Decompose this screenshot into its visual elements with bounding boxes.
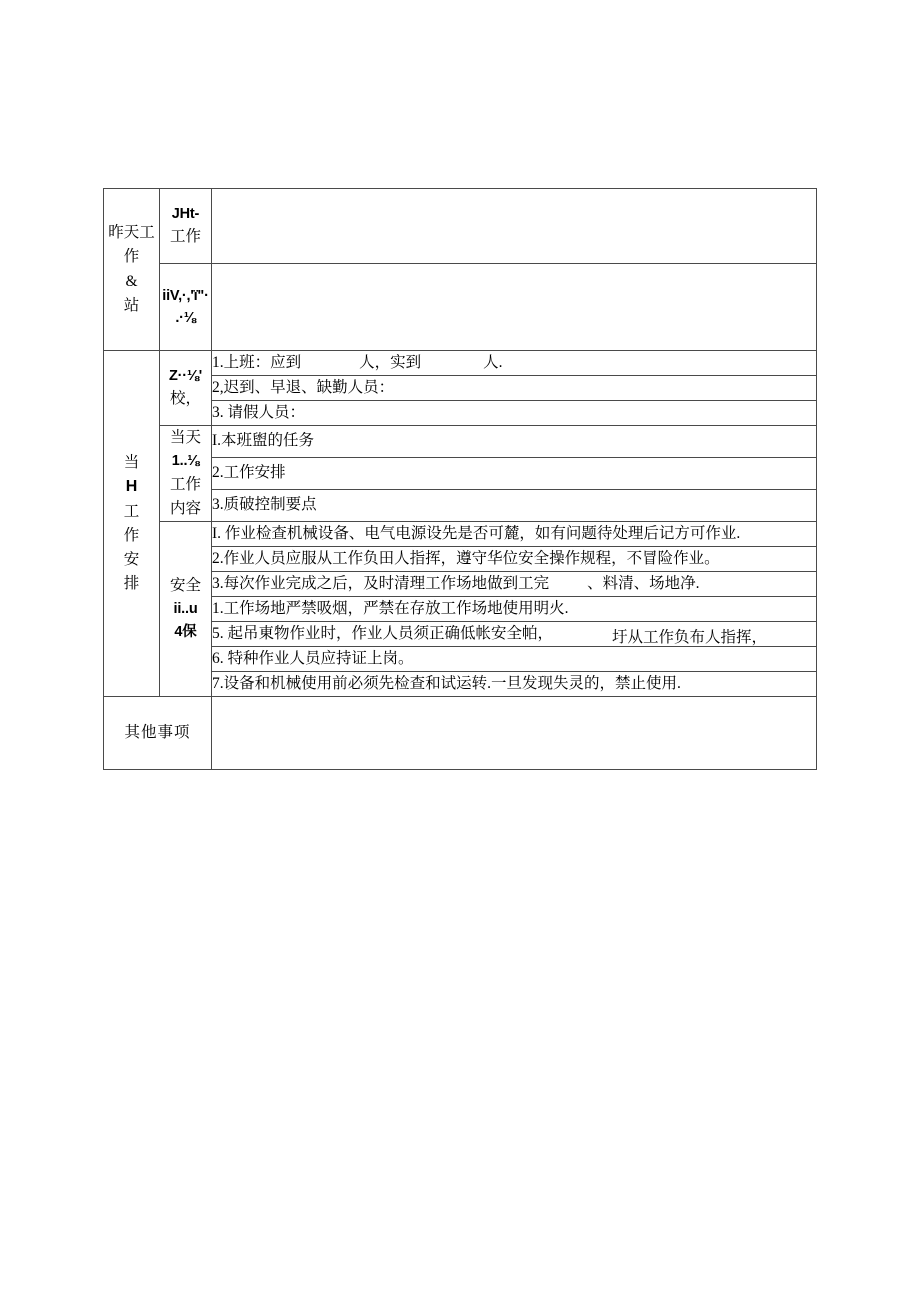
label-line: 安全 bbox=[169, 577, 201, 595]
label-line: 1..⅛ bbox=[171, 453, 200, 470]
label-line: Z··⅛' bbox=[168, 367, 203, 384]
label-line: 工 bbox=[123, 502, 140, 520]
safety-item-5-continuation: 圩从工作负布人指挥， bbox=[612, 628, 768, 646]
section-label-yesterday bbox=[104, 189, 160, 351]
section-label-other: 其他事项 bbox=[104, 696, 212, 769]
yesterday-note-value[interactable] bbox=[212, 264, 817, 351]
table-row bbox=[104, 426, 817, 458]
safety-item-4[interactable]: 1.工作场地严禁吸烟，严禁在存放工作场地使用明火. bbox=[212, 596, 817, 621]
label-line: 当 bbox=[123, 453, 140, 471]
label-line: 安 bbox=[123, 550, 140, 568]
label-line: 当天 bbox=[169, 429, 201, 447]
section-label-today bbox=[104, 351, 160, 697]
label-line: .·⅛ bbox=[175, 310, 196, 326]
safety-item-5[interactable] bbox=[212, 621, 817, 646]
safety-item-7[interactable]: 7.设备和机械使用前必须先检查和试运转.一旦发现失灵的，禁止使用. bbox=[212, 671, 817, 696]
label-line: 作 bbox=[123, 248, 140, 266]
table-row bbox=[104, 696, 817, 769]
label-line: 工作 bbox=[169, 475, 201, 493]
label-line: 作 bbox=[123, 526, 140, 544]
label-line: 校， bbox=[169, 390, 201, 408]
attendance-mid: 人，实到 bbox=[359, 354, 422, 371]
safety-item-3[interactable] bbox=[212, 571, 817, 596]
table-row bbox=[104, 351, 817, 376]
safety-item-2[interactable]: 2.作业人员应服从工作负田人指挥，遵守华位安全操作规程，不冒险作业。 bbox=[212, 546, 817, 571]
handover-form-table bbox=[103, 188, 817, 770]
table-row bbox=[104, 521, 817, 546]
sub-label-safety bbox=[160, 521, 212, 696]
label-line: ii..u bbox=[173, 601, 198, 618]
label-line: & bbox=[125, 272, 138, 290]
safety-item-6[interactable]: 6. 特种作业人员应持证上岗。 bbox=[212, 646, 817, 671]
work-content-item-2[interactable]: 2.工作安排 bbox=[212, 457, 817, 489]
attendance-item-1[interactable] bbox=[212, 351, 817, 376]
attendance-item-3[interactable]: 3. 请假人员： bbox=[212, 401, 817, 426]
attendance-item-2[interactable]: 2,迟到、早退、缺勤人员： bbox=[212, 376, 817, 401]
other-value[interactable] bbox=[212, 696, 817, 769]
table-row bbox=[104, 264, 817, 351]
label-line: iiV,·,'ï"· bbox=[162, 287, 209, 304]
safety-item-5-text: 5. 起吊東物作业时，作业人员须正确低帐安全帕， bbox=[212, 624, 554, 642]
yesterday-work-value[interactable] bbox=[212, 189, 817, 264]
form-sheet bbox=[103, 188, 816, 770]
sub-label-yesterday-work bbox=[160, 189, 212, 264]
attendance-suffix: 人. bbox=[483, 354, 503, 371]
label-line: 内容 bbox=[169, 499, 201, 517]
sub-label-today-work-content bbox=[160, 426, 212, 522]
label-line: JHt- bbox=[171, 205, 200, 222]
work-content-item-3[interactable]: 3.质破控制要点 bbox=[212, 489, 817, 521]
attendance-prefix: 1.上班：应到 bbox=[212, 354, 302, 371]
label-line: 昨天工 bbox=[108, 224, 155, 242]
label-line: 工作 bbox=[169, 228, 201, 246]
table-row bbox=[104, 189, 817, 264]
label-line: H bbox=[125, 477, 138, 495]
sub-label-attendance bbox=[160, 351, 212, 426]
safety-item-3-prefix: 3.每次作业完成之后，及时清理工作场地做到工完 bbox=[212, 574, 550, 592]
label-line: 站 bbox=[123, 296, 140, 314]
sub-label-yesterday-note bbox=[160, 264, 212, 351]
label-line: 排 bbox=[123, 574, 140, 592]
safety-item-1[interactable]: I. 作业检查机械设备、电气电源设先是否可麓，如有问题待处理后记方可作业. bbox=[212, 521, 817, 546]
safety-item-3-suffix: 、料清、场地净. bbox=[587, 574, 700, 592]
work-content-item-1[interactable]: I.本班盥的任务 bbox=[212, 426, 817, 458]
label-line: 4保 bbox=[174, 623, 197, 640]
